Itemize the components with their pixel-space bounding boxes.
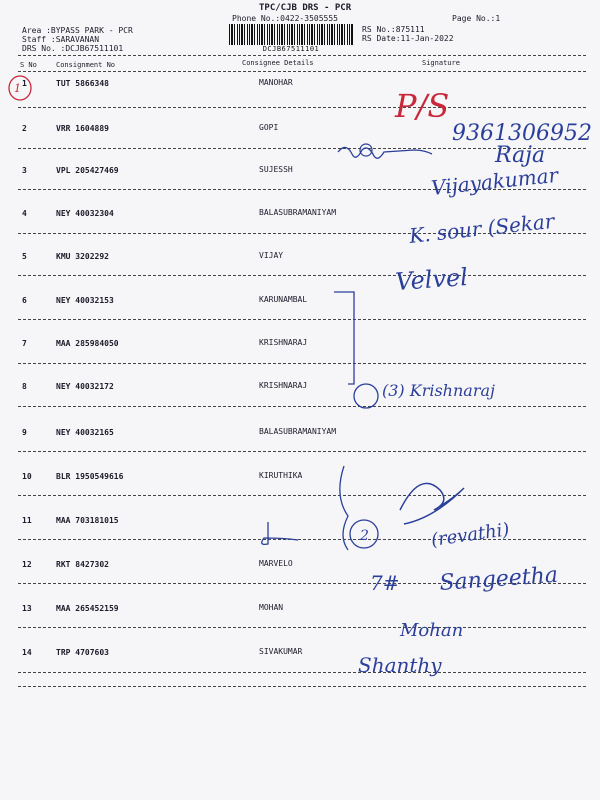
row-consignment: NEY 40032165 [56,428,114,437]
phone-number: Phone No.:0422-3505555 [232,14,338,23]
table-row [0,166,600,178]
row-consignee: SIVAKUMAR [259,647,303,656]
table-row [0,339,600,351]
row-sno: 10 [22,472,32,481]
col-signature: Signature [422,59,460,67]
row-divider [18,627,586,628]
table-row [0,209,600,221]
row-consignment: MAA 265452159 [56,604,119,613]
header-rule-top [18,55,586,56]
row-consignment: NEY 40032304 [56,209,114,218]
row-consignee: VIJAY [259,251,284,260]
row-sno: 7 [22,339,27,348]
row-sno: 12 [22,560,32,569]
signature-sangeetha: Sangeetha [438,562,559,596]
signature-velvel: Velvel [394,262,469,296]
row-divider [18,495,586,496]
row-divider [18,319,586,320]
area-label: Area :BYPASS PARK - PCR [22,26,133,35]
note-seven: 7# [370,571,400,595]
row-divider [18,451,586,452]
sheet-title: TPC/CJB DRS - PCR [259,3,352,13]
row-consignee: KARUNAMBAL [259,295,308,304]
table-row [0,472,600,484]
table-row [0,382,600,394]
row-divider [18,107,586,108]
row-consignment: KMU 3202292 [56,252,109,261]
table-row [0,428,600,440]
row-sno: 3 [22,166,27,175]
row-consignment: BLR 1950549616 [56,472,124,481]
row-sno: 11 [22,516,32,525]
staff-label: Staff :SARAVANAN [22,35,100,44]
row-consignment: RKT 8427302 [56,560,109,569]
row-sno: 2 [22,124,27,133]
row-divider [18,406,586,407]
table-row [0,560,600,572]
col-consignment: Consignment No [56,61,116,69]
drs-number: DRS No. :DCJB67511101 [22,44,124,53]
table-row [0,648,600,660]
row-consignment: TRP 4707603 [56,648,109,657]
row-consignment: VPL 205427469 [56,166,119,175]
row-divider [18,583,586,584]
header-rule-bottom [18,71,586,72]
signature-phone: 9361306952 [452,121,592,146]
svg-text:1: 1 [14,82,21,95]
red-ps-mark: P/S [395,87,450,125]
page-number: Page No.:1 [452,14,501,23]
row-consignee: MANOHAR [259,78,293,87]
table-row [0,124,600,136]
row-consignee: BALASUBRAMANIYAM [259,427,337,436]
signature-shanthy: Shanthy [358,653,442,677]
barcode [229,24,353,52]
rs-date: RS Date:11-Jan-2022 [362,34,454,43]
col-sno: S No [20,61,37,69]
row-consignment: MAA 703181015 [56,516,119,525]
svg-text:2: 2 [360,528,369,544]
col-consignee: Consignee Details [242,59,314,67]
row-consignee: BALASUBRAMANIYAM [259,208,337,217]
row-consignment: MAA 285984050 [56,339,119,348]
barcode-text: DCJB67511101 [229,45,353,53]
row-consignee: KRISHNARAJ [259,381,308,390]
footer-rule [18,686,586,687]
row-consignment: NEY 40032172 [56,382,114,391]
signature-sekar: K. sour (Sekar [408,208,556,248]
table-row [0,516,600,528]
row-sno: 14 [22,648,32,657]
signature-krishnaraj: (3) Krishnaraj [382,381,495,400]
row-sno: 1 [22,79,27,88]
row-sno: 6 [22,296,27,305]
row-divider [18,233,586,234]
row-sno: 5 [22,252,27,261]
row-consignment: TUT 5866348 [56,79,109,88]
row-consignee: KRISHNARAJ [259,338,308,347]
signature-mohan: Mohan [400,620,464,641]
row-sno: 9 [22,428,27,437]
signature-scribble-2 [338,147,432,158]
row-consignee: MOHAN [259,603,284,612]
row-sno: 8 [22,382,27,391]
row-divider [18,363,586,364]
signature-revathi: (revathi) [429,519,511,551]
table-row [0,252,600,264]
signature-vijayakumar: Vijayakumar [430,162,560,200]
row-consignment: VRR 1604889 [56,124,109,133]
row-consignee: MARVELO [259,559,293,568]
table-row [0,79,600,91]
rs-number: RS No.:875111 [362,25,425,34]
row-divider [18,672,586,673]
table-row [0,604,600,616]
row-consignment: NEY 40032153 [56,296,114,305]
row-consignee: KIRUTHIKA [259,471,303,480]
row-divider [18,539,586,540]
signature-raja: Raja [495,143,546,168]
row-sno: 13 [22,604,32,613]
row-divider [18,275,586,276]
row-sno: 4 [22,209,27,218]
row-divider [18,189,586,190]
row-consignee: GOPI [259,123,279,132]
row-consignee: SUJESSH [259,165,293,174]
table-row [0,296,600,308]
row-divider [18,148,586,149]
